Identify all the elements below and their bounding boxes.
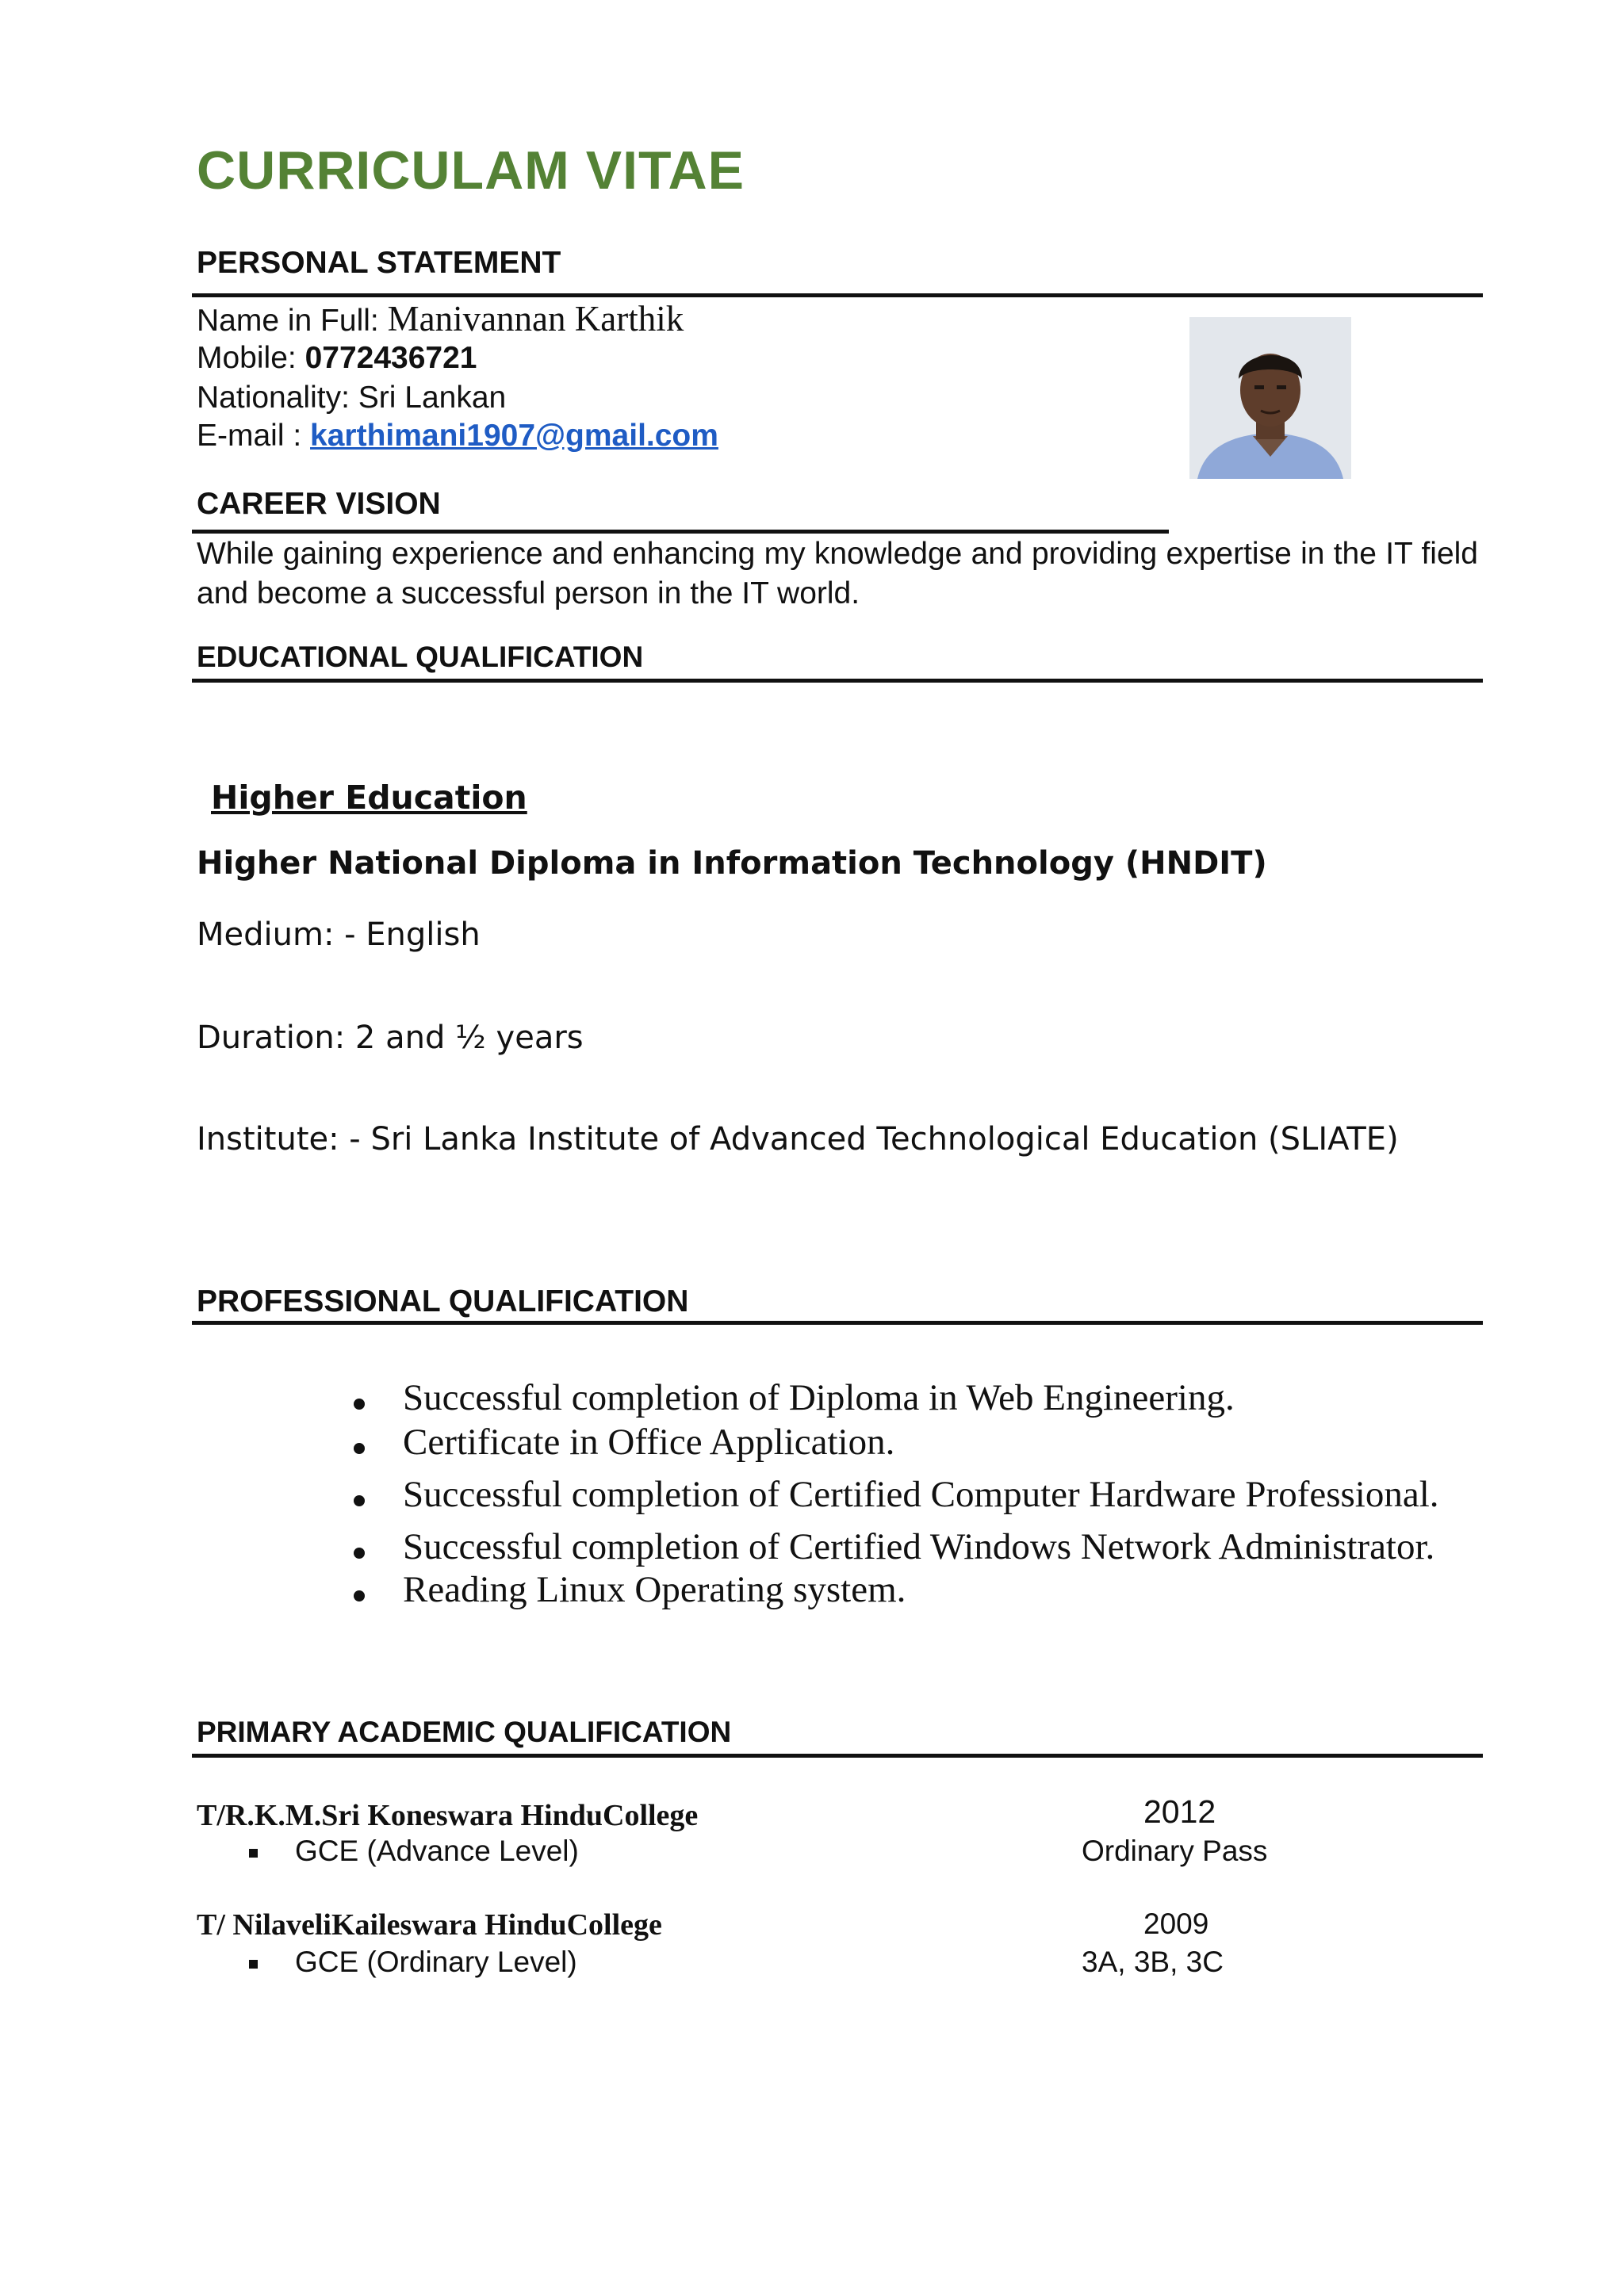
school-name: T/ NilaveliKaileswara HinduCollege bbox=[197, 1908, 662, 1942]
name-value: Manivannan Karthik bbox=[387, 299, 684, 339]
list-item-text: Successful completion of Certified Windows Network Administrator. bbox=[403, 1526, 1435, 1567]
medium-line: Medium: - English bbox=[197, 916, 481, 953]
square-bullet-icon bbox=[249, 1849, 258, 1858]
exam-name: GCE (Advance Level) bbox=[295, 1835, 579, 1867]
exam-year: 2009 bbox=[1143, 1908, 1209, 1940]
primary-rule bbox=[192, 1754, 1483, 1758]
profile-photo-graphic bbox=[1189, 317, 1351, 479]
professional-heading: PROFESSIONAL QUALIFICATION bbox=[197, 1284, 689, 1318]
mobile-value: 0772436721 bbox=[304, 341, 477, 375]
school-name: T/R.K.M.Sri Koneswara HinduCollege bbox=[197, 1799, 699, 1832]
mobile-label: Mobile: bbox=[197, 341, 297, 375]
nationality-value: Sri Lankan bbox=[358, 381, 507, 415]
list-item-text: Successful completion of Certified Computer Hardware Professional. bbox=[403, 1474, 1439, 1515]
list-item-text: Reading Linux Operating system. bbox=[403, 1569, 906, 1610]
career-vision-heading: CAREER VISION bbox=[197, 487, 441, 521]
name-label: Name in Full: bbox=[197, 304, 379, 338]
bullet-icon bbox=[354, 1548, 365, 1559]
bullet-icon bbox=[354, 1399, 365, 1410]
mobile-line bbox=[197, 339, 477, 377]
list-item-text: Certificate in Office Application. bbox=[403, 1422, 895, 1463]
higher-education-subheading: Higher Education bbox=[211, 779, 527, 817]
personal-statement-rule bbox=[192, 293, 1483, 297]
education-heading: EDUCATIONAL QUALIFICATION bbox=[197, 641, 644, 673]
professional-rule bbox=[192, 1321, 1483, 1325]
page-title: CURRICULAM VITAE bbox=[197, 140, 745, 201]
email-line bbox=[197, 417, 718, 455]
list-item-text: Successful completion of Diploma in Web Engineering. bbox=[403, 1377, 1235, 1418]
bullet-icon bbox=[354, 1590, 365, 1601]
exam-result: Ordinary Pass bbox=[1082, 1835, 1268, 1867]
email-label: E-mail : bbox=[197, 419, 302, 453]
career-vision-text: While gaining experience and enhancing my knowledge and providing expertise in the IT field and become a successful person in the IT world. bbox=[197, 537, 1478, 610]
career-vision-rule bbox=[192, 530, 1169, 534]
exam-year: 2012 bbox=[1143, 1793, 1216, 1830]
program-title: Higher National Diploma in Information Technology (HNDIT) bbox=[197, 845, 1267, 882]
exam-result: 3A, 3B, 3C bbox=[1082, 1946, 1224, 1978]
bullet-icon bbox=[354, 1495, 365, 1506]
education-rule bbox=[192, 679, 1483, 683]
profile-photo bbox=[1189, 317, 1351, 479]
nationality-label: Nationality: bbox=[197, 381, 350, 415]
exam-name: GCE (Ordinary Level) bbox=[295, 1946, 577, 1978]
square-bullet-icon bbox=[249, 1960, 258, 1969]
institute-line: Institute: - Sri Lanka Institute of Advanced Technological Education (SLIATE) bbox=[197, 1121, 1399, 1158]
personal-statement-heading: PERSONAL STATEMENT bbox=[197, 246, 561, 280]
bullet-icon bbox=[354, 1443, 365, 1454]
name-line bbox=[197, 300, 684, 340]
primary-heading: PRIMARY ACADEMIC QUALIFICATION bbox=[197, 1716, 732, 1748]
duration-line: Duration: 2 and ½ years bbox=[197, 1020, 584, 1056]
nationality-line bbox=[197, 379, 506, 417]
email-link[interactable]: karthimani1907@gmail.com bbox=[310, 419, 718, 453]
